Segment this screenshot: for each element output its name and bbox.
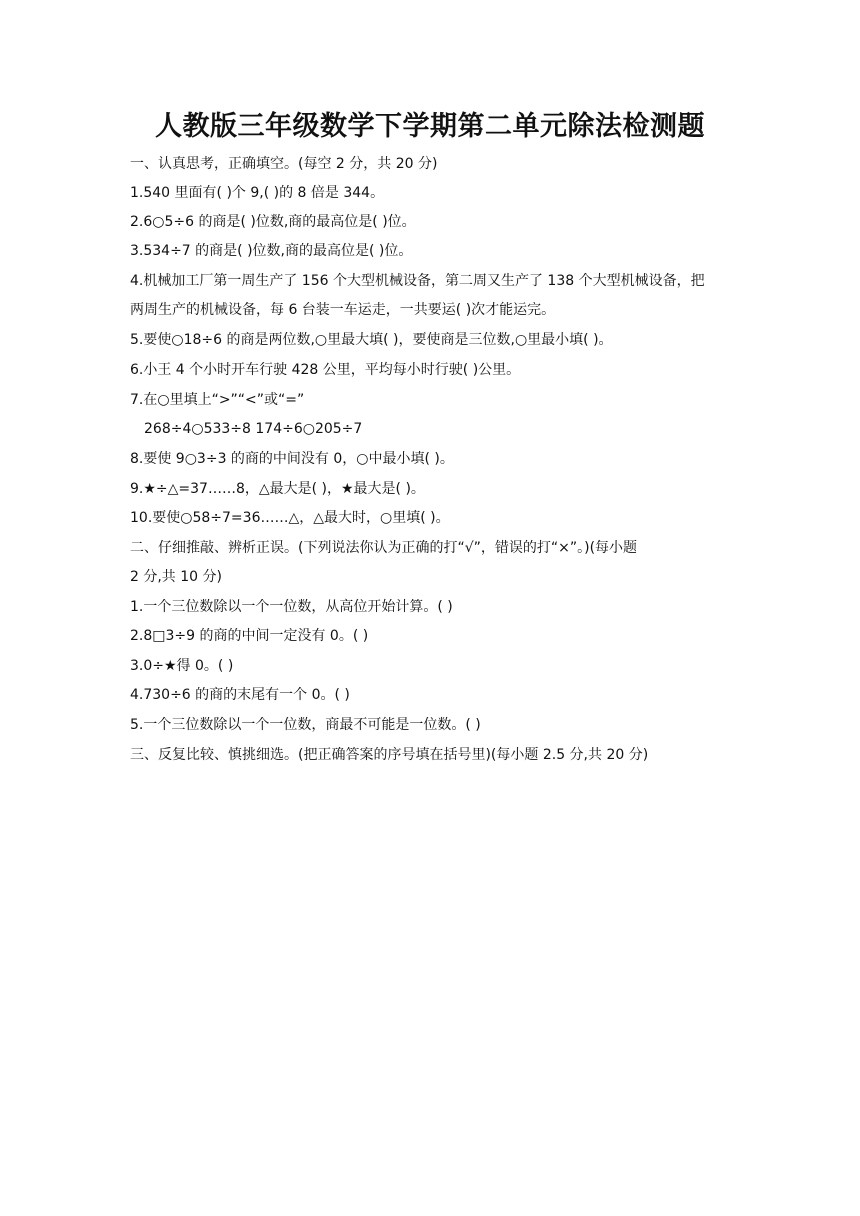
- question-1-7: 7.在○里填上“>”“<”或“=”: [130, 392, 305, 408]
- question-1-8: 8.要使 9○3÷3 的商的中间没有 0，○中最小填( )。: [130, 451, 454, 467]
- question-2-3: 3.0÷★得 0。( ): [130, 658, 234, 674]
- question-2-2: 2.8□3÷9 的商的中间一定没有 0。( ): [130, 628, 369, 644]
- question-1-1: 1.540 里面有( )个 9,( )的 8 倍是 344。: [130, 185, 385, 201]
- question-1-9: 9.★÷△=37……8，△最大是( )，★最大是( )。: [130, 481, 425, 497]
- question-1-4-line-2: 两周生产的机械设备，每 6 台装一车运走，一共要运( )次才能运完。: [130, 302, 556, 318]
- question-1-10: 10.要使○58÷7=36……△，△最大时，○里填( )。: [130, 510, 450, 526]
- page-title: 人教版三年级数学下学期第二单元除法检测题: [155, 111, 705, 142]
- question-2-1: 1.一个三位数除以一个一位数，从高位开始计算。( ): [130, 599, 453, 615]
- section-3-heading: 三、反复比较、慎挑细选。(把正确答案的序号填在括号里)(每小题 2.5 分,共 20 分): [130, 747, 649, 763]
- question-1-7-comparisons: 268÷4○533÷8 174÷6○205÷7: [144, 421, 363, 437]
- question-1-2: 2.6○5÷6 的商是( )位数,商的最高位是( )位。: [130, 214, 416, 230]
- section-1-heading: 一、认真思考，正确填空。(每空 2 分，共 20 分): [130, 156, 438, 172]
- section-2-heading-line-1: 二、仔细推敲、辨析正误。(下列说法你认为正确的打“√”，错误的打“×”。)(每小题: [130, 540, 638, 556]
- question-1-6: 6.小王 4 个小时开车行驶 428 公里，平均每小时行驶( )公里。: [130, 362, 521, 378]
- question-1-4-line-1: 4.机械加工厂第一周生产了 156 个大型机械设备，第二周又生产了 138 个大型机械设备，把: [130, 273, 705, 289]
- question-1-3: 3.534÷7 的商是( )位数,商的最高位是( )位。: [130, 243, 413, 259]
- section-2-heading-line-2: 2 分,共 10 分): [130, 569, 222, 585]
- question-2-5: 5.一个三位数除以一个一位数，商最不可能是一位数。( ): [130, 717, 481, 733]
- question-2-4: 4.730÷6 的商的末尾有一个 0。( ): [130, 687, 350, 703]
- question-1-5: 5.要使○18÷6 的商是两位数,○里最大填( )，要使商是三位数,○里最小填( )。: [130, 332, 613, 348]
